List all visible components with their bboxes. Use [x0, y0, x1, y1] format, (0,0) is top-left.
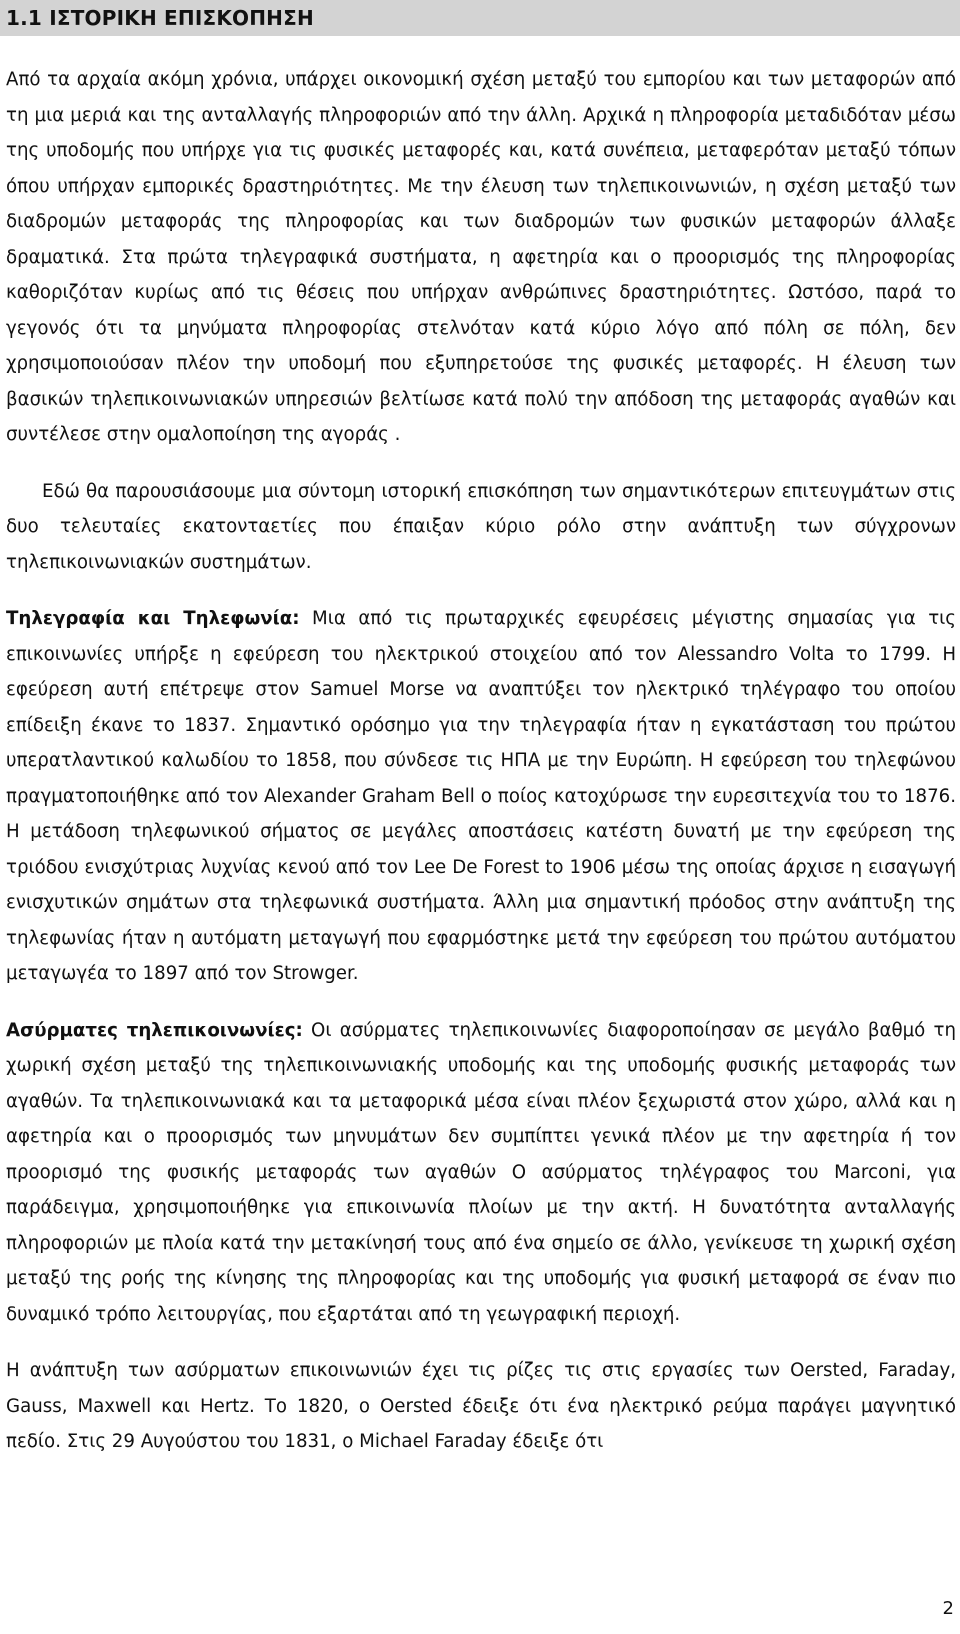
paragraph-wireless-history: Η ανάπτυξη των ασύρματων επικοινωνιών έχει τις ρίζες τις στις εργασίες των Oersted, Faraday, Gauss, Maxwell και Hertz. Το 1820, ο Oersted έδειξε ότι ένα ηλεκτρικό ρεύμα παράγει μαγνητικό πεδίο. Στις 29 Αυγούστου του 1831, ο Michael Faraday έδειξε ότι	[6, 1360, 956, 1452]
body-text	[6, 62, 956, 1460]
paragraph-overview: Εδώ θα παρουσιάσουμε μια σύντομη ιστορική επισκόπηση των σημαντικότερων επιτευγμάτων στις δυο τελευταίες εκατονταετίες που έπαιξαν κύριο ρόλο στην ανάπτυξη των σύγχρονων τηλεπικοινωνιακών συστημάτων.	[6, 480, 956, 573]
paragraph-telegraphy-lead: Τηλεγραφία και Τηλεφωνία:	[6, 608, 300, 629]
section-heading: 1.1 ΙΣΤΟΡΙΚΗ ΕΠΙΣΚΟΠΗΣΗ	[0, 0, 960, 36]
paragraph-telegraphy	[6, 601, 956, 992]
paragraph-intro: Από τα αρχαία ακόμη χρόνια, υπάρχει οικονομική σχέση μεταξύ του εμπορίου και των μεταφορών από τη μια μεριά και της ανταλλαγής πληροφοριών από την άλλη. Αρχικά η πληροφορία μεταδιδόταν μέσω της υποδομής που υπήρχε για τις φυσικές μεταφορές και, κατά συνέπεια, μεταφερόταν μεταξύ τόπων όπου υπήρχαν εμπορικές δραστηριότητες. Με την έλευση των τηλεπικοινωνιών, η σχέση μεταξύ των διαδρομών μεταφοράς της πληροφορίας και των διαδρομών των φυσικών μεταφορών άλλαξε δραματικά. Στα πρώτα τηλεγραφικά συστήματα, η αφετηρία και ο προορισμός της πληροφορίας καθοριζόταν κυρίως από τις θέσεις που υπήρχαν ανθρώπινες δραστηριότητες. Ωστόσο, παρά το γεγονός ότι τα μηνύματα πληροφορίας στελνόταν κατά κύριο λόγο από πόλη σε πόλη, δεν χρησιμοποιούσαν πλέον την υποδομή που εξυπηρετούσε της φυσικές μεταφορές. Η έλευση των βασικών τηλεπικοινωνιακών υπηρεσιών βελτίωσε κατά πολύ την απόδοση της μεταφοράς αγαθών και συντέλεσε στην ομαλοποίηση της αγοράς .	[6, 69, 956, 445]
paragraph-wireless	[6, 1013, 956, 1333]
paragraph-wireless-lead: Ασύρματες τηλεπικοινωνίες:	[6, 1019, 303, 1041]
paragraph-telegraphy-body: Μια από τις πρωταρχικές εφευρέσεις μέγιστης σημασίας για τις επικοινωνίες υπήρξε η εφεύρεση του ηλεκτρικού στοιχείου από τον Alessandro Volta το 1799. Η εφεύρεση αυτή επέτρεψε στον Samuel Morse να αναπτύξει τον ηλεκτρικό τηλέγραφο του οποίου επίδειξη έκανε το 1837. Σημαντικό ορόσημο για την τηλεγραφία ήταν η εγκατάσταση του πρώτου υπερατλαντικού καλωδίου το 1858, που σύνδεσε τις ΗΠΑ με την Ευρώπη. Η εφεύρεση του τηλεφώνου πραγματοποιήθηκε από τον Alexander Graham Bell ο ποίος κατοχύρωσε την ευρεσιτεχνία του το 1876. Η μετάδοση τηλεφωνικού σήματος σε μεγάλες αποστάσεις κατέστη δυνατή με την εφεύρεση της τριόδου ενισχύτριας λυχνίας κενού από τον Lee De Forest to 1906 μέσω της οποίας άρχισε η εισαγωγή ενισχυτικών σημάτων στα τηλεφωνικά συστήματα. Άλλη μια σημαντική πρόοδος στην ανάπτυξη της τηλεφωνίας ήταν η αυτόματη μεταγωγή που εφαρμόστηκε μετά την εφεύρεση του πρώτου αυτόματου μεταγωγέα το 1897 από τον Strowger.	[6, 608, 956, 984]
page-number: 2	[942, 1598, 954, 1619]
paragraph-wireless-body: Οι ασύρματες τηλεπικοινωνίες διαφοροποίησαν σε μεγάλο βαθμό τη χωρική σχέση μεταξύ της τηλεπικοινωνιακής υποδομής και της υποδομής φυσικής μεταφοράς των αγαθών. Τα τηλεπικοινωνιακά και τα μεταφορικά μέσα είναι πλέον ξεχωριστά στον χώρο, αλλά και η αφετηρία και ο προορισμός των μηνυμάτων δεν συμπίπτει γενικά πλέον με την αφετηρία ή τον προορισμό της φυσικής μεταφοράς των αγαθών Ο ασύρματος τηλέγραφος του Marconi, για παράδειγμα, χρησιμοποιήθηκε για επικοινωνία πλοίων με την ακτή. Η δυνατότητα ανταλλαγής πληροφοριών με πλοία κατά την μετακίνησή τους από ένα σημείο σε άλλο, γενίκευσε τη χωρική σχέση μεταξύ της ροής της κίνησης της πληροφορίας και της υποδομής για φυσική μεταφορά σε έναν πιο δυναμικό τρόπο λειτουργίας, που εξαρτάται από τη γεωγραφική περιοχή.	[6, 1019, 956, 1325]
